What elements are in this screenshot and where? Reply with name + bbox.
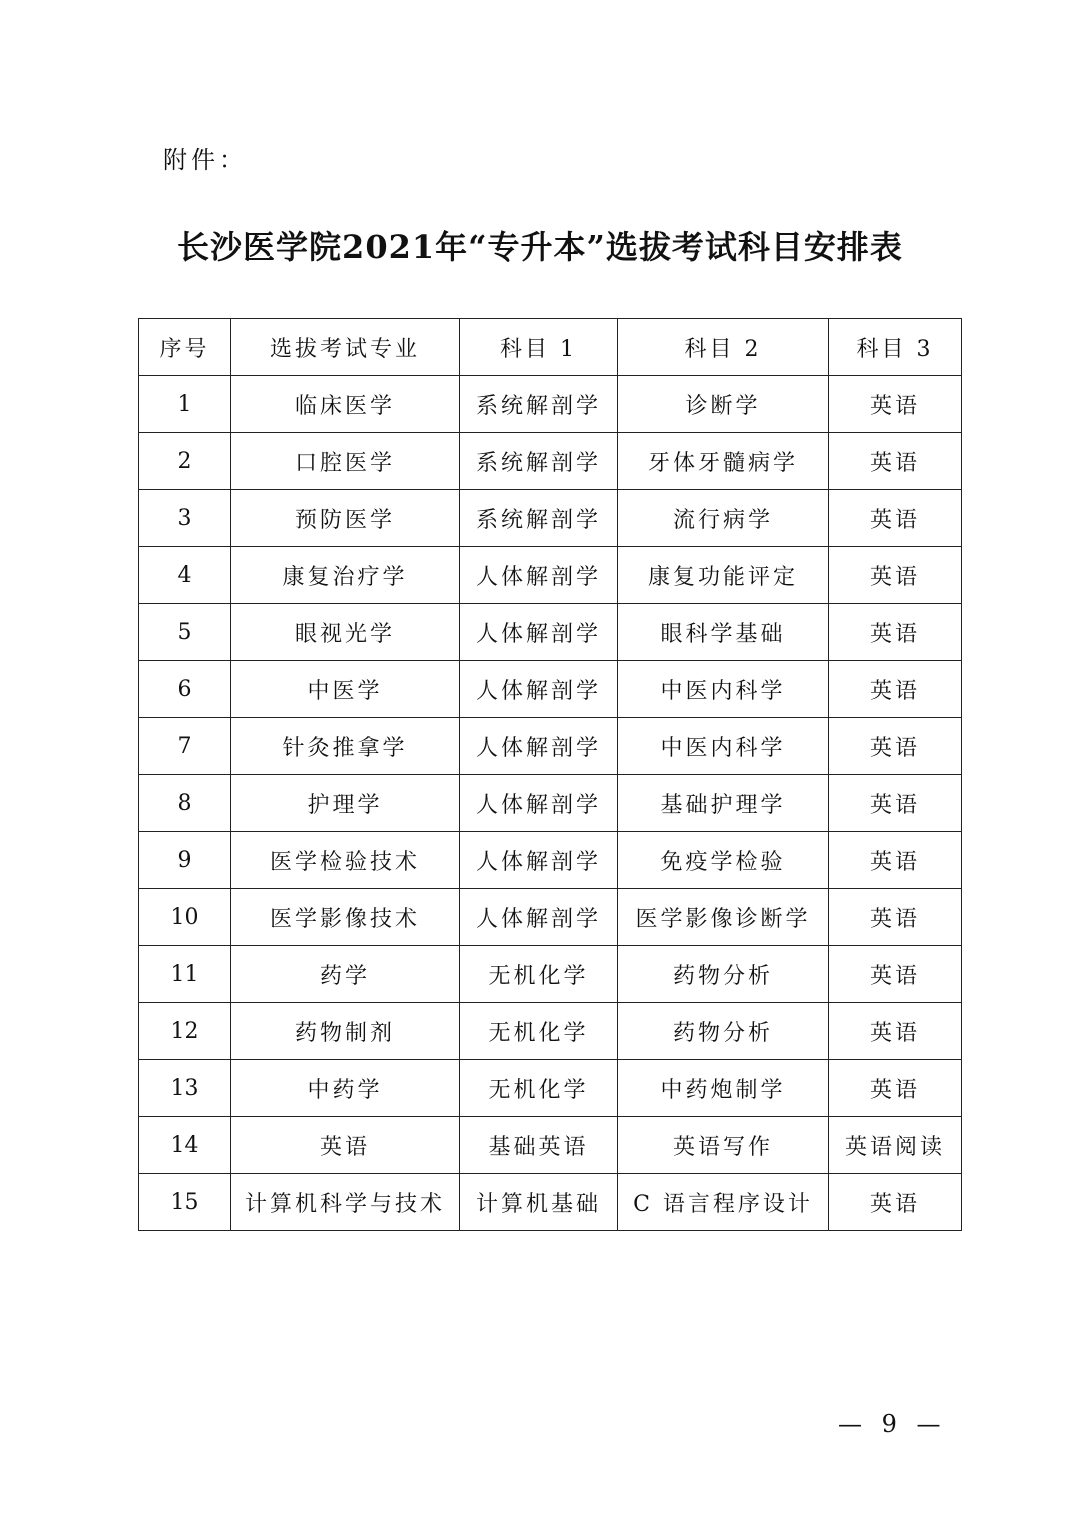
cell-major: 中药学 (231, 1060, 460, 1117)
cell-subject-3: 英语 (829, 433, 962, 490)
cell-subject-1: 无机化学 (460, 946, 618, 1003)
cell-subject-3: 英语 (829, 376, 962, 433)
table-row (139, 604, 962, 661)
cell-major: 预防医学 (231, 490, 460, 547)
table-header-row (139, 319, 962, 376)
table-row (139, 490, 962, 547)
cell-subject-2: 中药炮制学 (618, 1060, 829, 1117)
table-row (139, 832, 962, 889)
cell-index: 10 (139, 889, 231, 946)
cell-major: 临床医学 (231, 376, 460, 433)
cell-subject-3: 英语 (829, 1003, 962, 1060)
table-row (139, 1060, 962, 1117)
cell-subject-3: 英语 (829, 547, 962, 604)
cell-subject-2: 医学影像诊断学 (618, 889, 829, 946)
table-row (139, 661, 962, 718)
cell-subject-1: 人体解剖学 (460, 832, 618, 889)
cell-index: 6 (139, 661, 231, 718)
cell-index: 5 (139, 604, 231, 661)
cell-major: 药物制剂 (231, 1003, 460, 1060)
exam-subject-table (138, 318, 962, 1231)
page-number: — 9 — (838, 1410, 947, 1438)
cell-subject-2: 诊断学 (618, 376, 829, 433)
cell-subject-2: 基础护理学 (618, 775, 829, 832)
document-title: 长沙医学院2021年“专升本”选拔考试科目安排表 (177, 228, 903, 266)
cell-subject-3: 英语阅读 (829, 1117, 962, 1174)
cell-index: 11 (139, 946, 231, 1003)
cell-subject-2: 中医内科学 (618, 661, 829, 718)
cell-subject-3: 英语 (829, 889, 962, 946)
cell-index: 2 (139, 433, 231, 490)
cell-subject-1: 人体解剖学 (460, 775, 618, 832)
header-subject-1: 科目 1 (460, 319, 618, 376)
cell-subject-2: 流行病学 (618, 490, 829, 547)
cell-index: 13 (139, 1060, 231, 1117)
cell-major: 医学检验技术 (231, 832, 460, 889)
cell-subject-3: 英语 (829, 946, 962, 1003)
cell-subject-2: 药物分析 (618, 1003, 829, 1060)
cell-subject-2: C 语言程序设计 (618, 1174, 829, 1231)
cell-index: 8 (139, 775, 231, 832)
table-row (139, 1117, 962, 1174)
table-row (139, 1174, 962, 1231)
cell-index: 7 (139, 718, 231, 775)
cell-major: 计算机科学与技术 (231, 1174, 460, 1231)
cell-subject-3: 英语 (829, 1060, 962, 1117)
cell-subject-1: 系统解剖学 (460, 433, 618, 490)
cell-major: 针灸推拿学 (231, 718, 460, 775)
cell-major: 英语 (231, 1117, 460, 1174)
cell-subject-1: 基础英语 (460, 1117, 618, 1174)
cell-subject-1: 无机化学 (460, 1003, 618, 1060)
cell-subject-3: 英语 (829, 604, 962, 661)
cell-index: 3 (139, 490, 231, 547)
cell-index: 1 (139, 376, 231, 433)
cell-subject-3: 英语 (829, 775, 962, 832)
cell-major: 医学影像技术 (231, 889, 460, 946)
table-row (139, 889, 962, 946)
table-row (139, 718, 962, 775)
cell-subject-2: 康复功能评定 (618, 547, 829, 604)
cell-major: 护理学 (231, 775, 460, 832)
cell-subject-2: 中医内科学 (618, 718, 829, 775)
cell-major: 眼视光学 (231, 604, 460, 661)
table-row (139, 946, 962, 1003)
cell-index: 9 (139, 832, 231, 889)
cell-index: 4 (139, 547, 231, 604)
cell-subject-3: 英语 (829, 718, 962, 775)
cell-major: 康复治疗学 (231, 547, 460, 604)
table-row (139, 376, 962, 433)
cell-subject-1: 人体解剖学 (460, 889, 618, 946)
cell-major: 中医学 (231, 661, 460, 718)
table-row (139, 433, 962, 490)
header-major: 选拔考试专业 (231, 319, 460, 376)
cell-subject-3: 英语 (829, 661, 962, 718)
cell-index: 14 (139, 1117, 231, 1174)
cell-subject-2: 药物分析 (618, 946, 829, 1003)
cell-subject-1: 系统解剖学 (460, 376, 618, 433)
cell-subject-1: 计算机基础 (460, 1174, 618, 1231)
cell-subject-2: 眼科学基础 (618, 604, 829, 661)
header-subject-2: 科目 2 (618, 319, 829, 376)
cell-major: 药学 (231, 946, 460, 1003)
cell-subject-3: 英语 (829, 832, 962, 889)
cell-subject-2: 免疫学检验 (618, 832, 829, 889)
cell-index: 12 (139, 1003, 231, 1060)
cell-subject-1: 人体解剖学 (460, 604, 618, 661)
attachment-label: 附件： (163, 146, 247, 174)
cell-subject-1: 人体解剖学 (460, 661, 618, 718)
cell-subject-3: 英语 (829, 490, 962, 547)
header-subject-3: 科目 3 (829, 319, 962, 376)
table-row (139, 1003, 962, 1060)
table-row (139, 775, 962, 832)
cell-subject-1: 无机化学 (460, 1060, 618, 1117)
cell-subject-1: 人体解剖学 (460, 718, 618, 775)
cell-subject-1: 系统解剖学 (460, 490, 618, 547)
cell-subject-2: 牙体牙髓病学 (618, 433, 829, 490)
cell-subject-1: 人体解剖学 (460, 547, 618, 604)
cell-subject-2: 英语写作 (618, 1117, 829, 1174)
cell-index: 15 (139, 1174, 231, 1231)
cell-major: 口腔医学 (231, 433, 460, 490)
header-index: 序号 (139, 319, 231, 376)
table-row (139, 547, 962, 604)
cell-subject-3: 英语 (829, 1174, 962, 1231)
